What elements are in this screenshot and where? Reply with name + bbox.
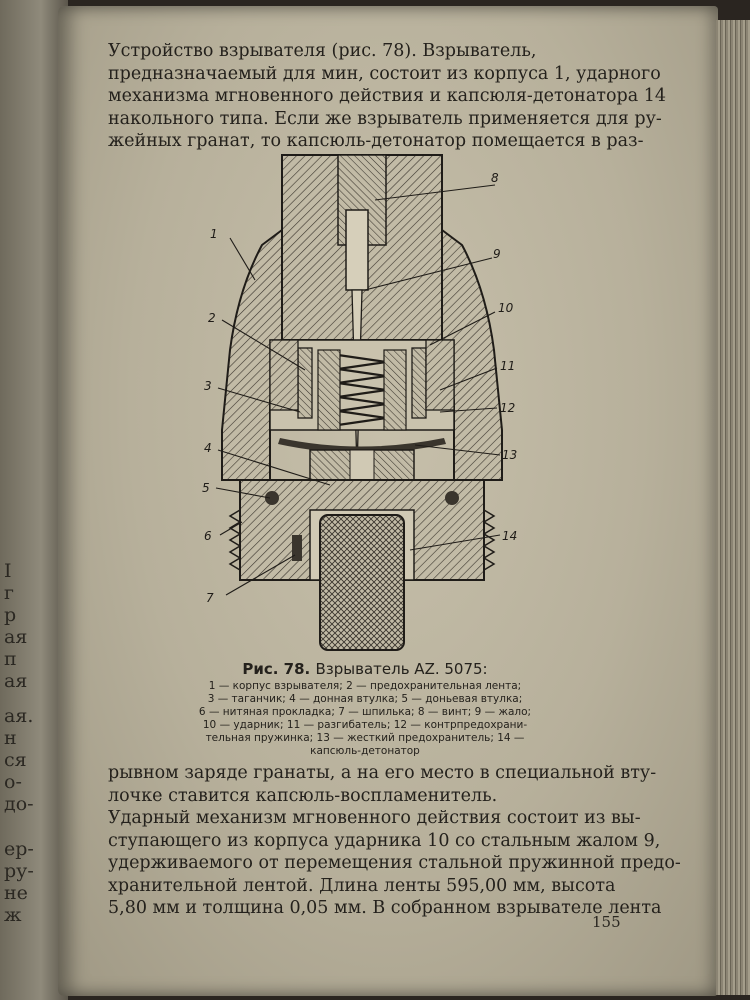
caption-name: Взрыватель AZ. 5075:: [315, 660, 488, 678]
page-number: 155: [592, 913, 621, 931]
left-fragment: ру-: [4, 860, 34, 882]
thread-left: [230, 510, 240, 570]
label-11: 11: [500, 359, 516, 373]
text-line: удерживаемого от перемещения стальной пружинной предо-: [108, 853, 681, 873]
left-fragment: не: [4, 882, 28, 904]
text-line: лочке ставится капсюль-воспламенитель.: [108, 785, 498, 806]
text-line: 5,80 мм и толщина 0,05 мм. В собранном взрывателе лента: [108, 898, 662, 918]
label-10: 10: [498, 301, 514, 315]
figure-caption: [180, 660, 550, 758]
legend-line: 6 — нитяная прокладка; 7 — шпилька; 8 — винт; 9 — жало;: [198, 706, 532, 718]
sleeve-right: [426, 340, 454, 410]
spring-cup-right: [384, 350, 406, 430]
label-3: 3: [204, 379, 212, 393]
thread-right: [484, 510, 494, 570]
text-line: предназначаемый для мин, состоит из корпуса 1, ударного: [108, 63, 661, 84]
left-fragment: I: [4, 560, 12, 582]
safety-band: [298, 348, 312, 418]
fuze-cross-section: [200, 150, 530, 660]
left-fragment: ся: [4, 749, 27, 771]
fuze-diagram: [200, 150, 530, 660]
label-13: 13: [502, 448, 518, 462]
text-line: Ударный механизм мгновенного действия состоит из вы-: [108, 808, 641, 828]
left-fragment: ж: [4, 904, 22, 926]
caption-title: [180, 660, 550, 678]
text-line: жейных гранат, то капсюль-детонатор помещается в раз-: [108, 131, 644, 151]
label-5: 5: [202, 481, 210, 495]
legend-line: 10 — ударник; 11 — разгибатель; 12 — контрпредохрани-: [202, 719, 528, 731]
left-fragment: о-: [4, 771, 22, 793]
label-8: 8: [491, 171, 499, 185]
left-fragment: н: [4, 727, 17, 749]
label-14: 14: [502, 529, 518, 543]
legend-line: тельная пружинка; 13 — жесткий предохранитель; 14 —: [205, 732, 525, 744]
left-fragment: г: [4, 582, 14, 604]
label-2: 2: [208, 311, 216, 325]
caption-number: Рис. 78.: [242, 660, 311, 678]
label-12: 12: [500, 401, 516, 415]
legend-line: 3 — таганчик; 4 — донная втулка; 5 — доньевая втулка;: [207, 693, 523, 705]
gasket-right: [445, 491, 459, 505]
detonator-cap: [320, 515, 404, 650]
text-line: механизма мгновенного действия и капсюля-детонатора 14: [108, 86, 666, 106]
paragraph-main: [108, 762, 681, 920]
firing-pin: [346, 210, 368, 290]
left-fragment: ая: [4, 670, 28, 692]
label-6: 6: [204, 529, 212, 543]
label-4: 4: [204, 441, 212, 455]
left-fragment: ер-: [4, 838, 34, 860]
left-fragment: р: [4, 604, 17, 626]
text-line: накольного типа. Если же взрыватель применяется для ру-: [108, 108, 662, 129]
paragraph-intro: [108, 40, 666, 153]
label-9: 9: [493, 247, 501, 261]
legend-line: 1 — корпус взрывателя; 2 — предохранительная лента;: [208, 680, 522, 692]
sleeve-left: [270, 340, 298, 410]
label-7: 7: [206, 591, 214, 605]
left-fragment: ая.: [4, 705, 34, 727]
caption-legend: [180, 680, 550, 758]
text-line: хранительной лентой. Длина ленты 595,00 мм, высота: [108, 875, 616, 896]
safety-band-right: [412, 348, 426, 418]
left-fragment: п: [4, 648, 17, 670]
spring-cup-left: [318, 350, 340, 430]
pin-7: [292, 535, 302, 561]
text-line: рывном заряде гранаты, а на его место в специальной вту-: [108, 763, 657, 783]
label-1: 1: [210, 227, 218, 241]
left-fragment: ая: [4, 626, 28, 648]
left-fragment: до-: [4, 793, 34, 815]
text-line: ступающего из корпуса ударника 10 со стальным жалом 9,: [108, 830, 661, 851]
page-edges: [716, 20, 750, 995]
legend-line: капсюль-детонатор: [310, 745, 420, 757]
text-line: Устройство взрывателя (рис. 78). Взрыватель,: [108, 41, 537, 61]
